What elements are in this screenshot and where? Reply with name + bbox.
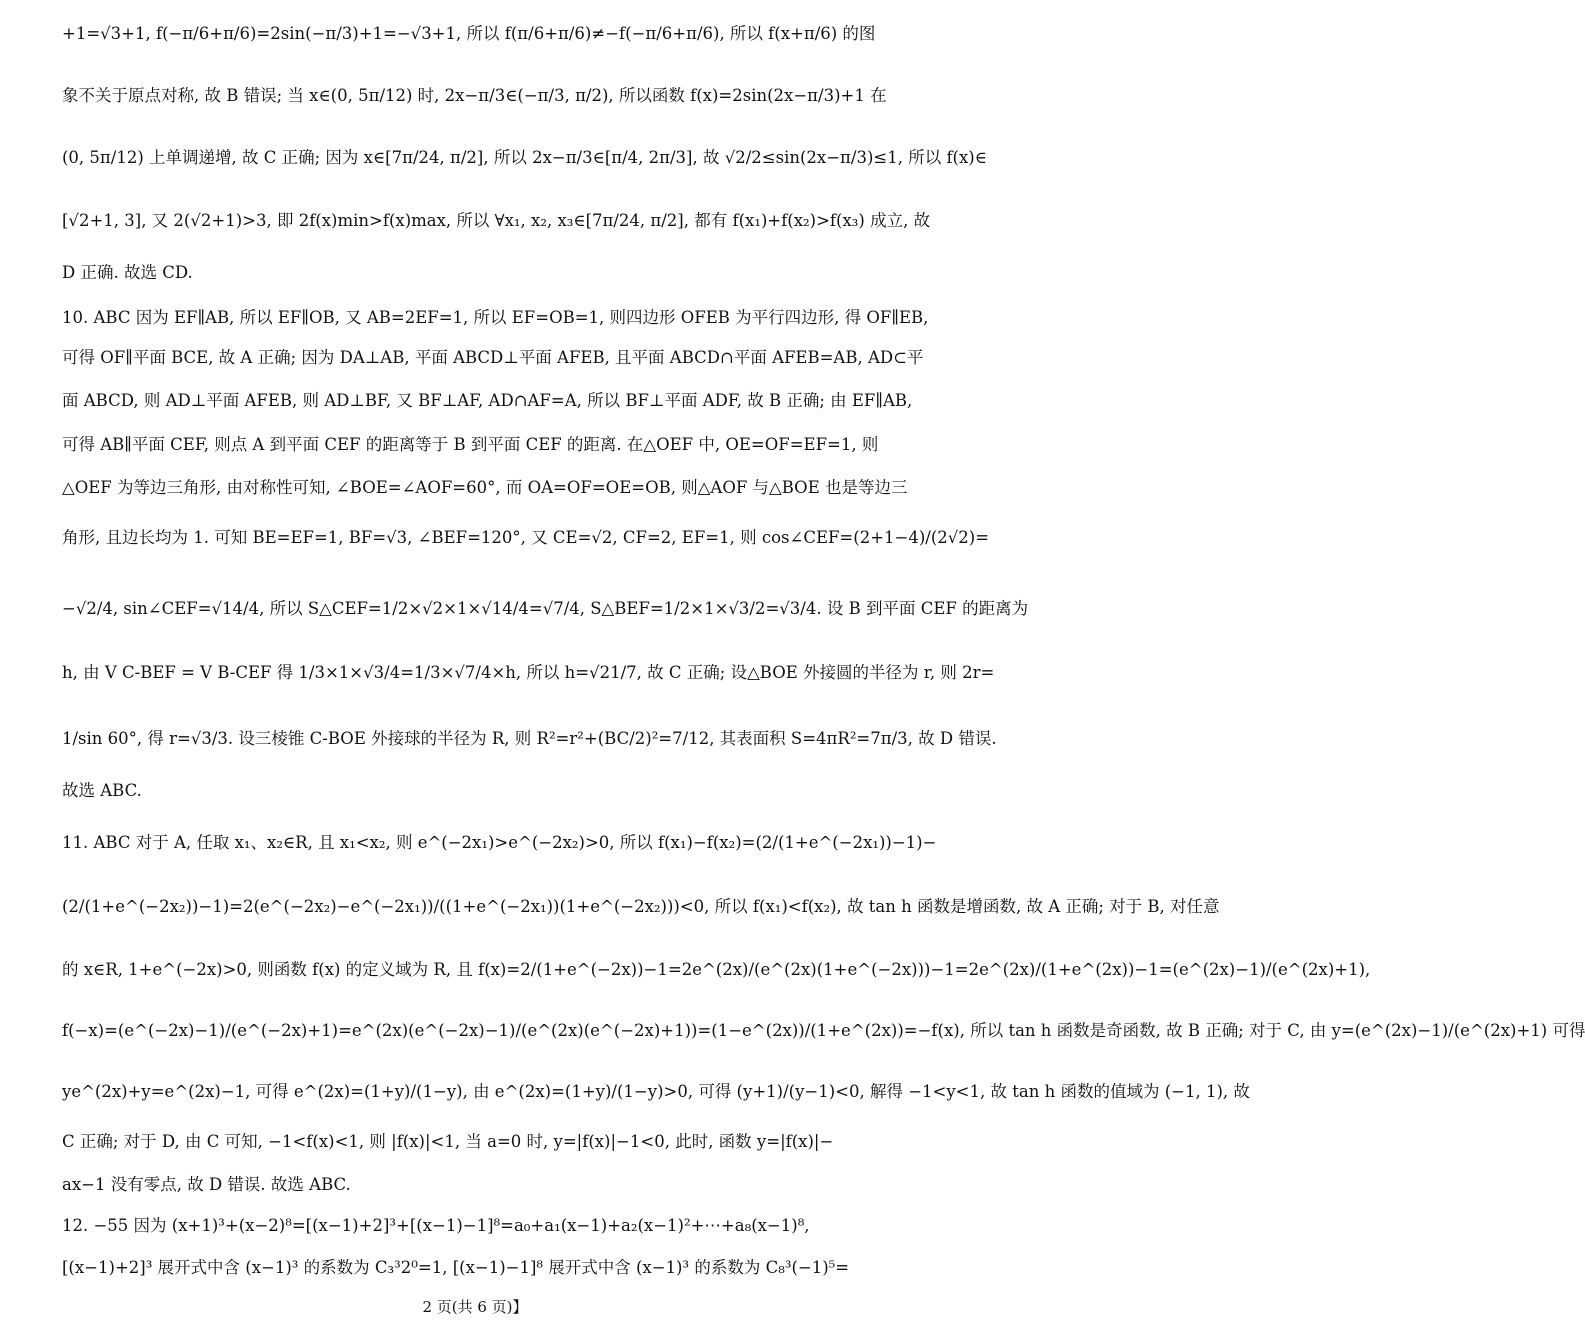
answer-11-line: 11. ABC 对于 A, 任取 x₁、x₂∈R, 且 x₁<x₂, 则 e^(−2x₁)>e^(−2x₂)>0, 所以 f(x₁)−f(x₂)=(2/(1+e^(−2x₁))−1)− — [62, 833, 937, 852]
text-line: 可得 OF∥平面 BCE, 故 A 正确; 因为 DA⊥AB, 平面 ABCD⊥平面 AFEB, 且平面 ABCD∩平面 AFEB=AB, AD⊂平 — [62, 348, 924, 367]
text-line: 象不关于原点对称, 故 B 错误; 当 x∈(0, 5π/12) 时, 2x−π/3∈(−π/3, π/2), 所以函数 f(x)=2sin(2x−π/3)+1 在 — [62, 86, 887, 105]
text-line: h, 由 V C-BEF = V B-CEF 得 1/3×1×√3/4=1/3×√7/4×h, 所以 h=√21/7, 故 C 正确; 设△BOE 外接圆的半径为 r, 则 2r= — [62, 663, 995, 682]
text-line: 可得 AB∥平面 CEF, 则点 A 到平面 CEF 的距离等于 B 到平面 CEF 的距离. 在△OEF 中, OE=OF=EF=1, 则 — [62, 435, 879, 454]
text-line: +1=√3+1, f(−π/6+π/6)=2sin(−π/3)+1=−√3+1, 所以 f(π/6+π/6)≠−f(−π/6+π/6), 所以 f(x+π/6) 的图 — [62, 24, 876, 43]
text-line: [(x−1)+2]³ 展开式中含 (x−1)³ 的系数为 C₃³2⁰=1, [(x−1)−1]⁸ 展开式中含 (x−1)³ 的系数为 C₈³(−1)⁵= — [62, 1258, 850, 1277]
page-footer: 2 页(共 6 页)】 — [422, 1298, 528, 1316]
text-line: (2/(1+e^(−2x₂))−1)=2(e^(−2x₂)−e^(−2x₁))/((1+e^(−2x₁))(1+e^(−2x₂)))<0, 所以 f(x₁)<f(x₂), 故 tan h 函数是增函数, 故 A 正确; 对于 B, 对任意 — [62, 897, 1220, 916]
text-line: △OEF 为等边三角形, 由对称性可知, ∠BOE=∠AOF=60°, 而 OA=OF=OE=OB, 则△AOF 与△BOE 也是等边三 — [62, 478, 908, 497]
text-line: −√2/4, sin∠CEF=√14/4, 所以 S△CEF=1/2×√2×1×√14/4=√7/4, S△BEF=1/2×1×√3/2=√3/4. 设 B 到平面 CEF 的距离为 — [62, 599, 1029, 618]
text-line: 1/sin 60°, 得 r=√3/3. 设三棱锥 C-BOE 外接球的半径为 R, 则 R²=r²+(BC/2)²=7/12, 其表面积 S=4πR²=7π/3, 故 D 错误. — [62, 729, 997, 748]
text-line: ax−1 没有零点, 故 D 错误. 故选 ABC. — [62, 1175, 351, 1194]
answer-10-line: 10. ABC 因为 EF∥AB, 所以 EF∥OB, 又 AB=2EF=1, 所以 EF=OB=1, 则四边形 OFEB 为平行四边形, 得 OF∥EB, — [62, 308, 929, 327]
text-line: 面 ABCD, 则 AD⊥平面 AFEB, 则 AD⊥BF, 又 BF⊥AF, AD∩AF=A, 所以 BF⊥平面 ADF, 故 B 正确; 由 EF∥AB, — [62, 391, 913, 410]
text-line: C 正确; 对于 D, 由 C 可知, −1<f(x)<1, 则 |f(x)|<1, 当 a=0 时, y=|f(x)|−1<0, 此时, 函数 y=|f(x)|− — [62, 1132, 834, 1151]
text-line: D 正确. 故选 CD. — [62, 263, 193, 282]
text-line: (0, 5π/12) 上单调递增, 故 C 正确; 因为 x∈[7π/24, π/2], 所以 2x−π/3∈[π/4, 2π/3], 故 √2/2≤sin(2x−π/3)≤1, 所以 f(x)∈ — [62, 148, 987, 167]
text-line: [√2+1, 3], 又 2(√2+1)>3, 即 2f(x)min>f(x)max, 所以 ∀x₁, x₂, x₃∈[7π/24, π/2], 都有 f(x₁)+f(x₂)>f(x₃) 成立, 故 — [62, 211, 931, 230]
text-line: 的 x∈R, 1+e^(−2x)>0, 则函数 f(x) 的定义域为 R, 且 f(x)=2/(1+e^(−2x))−1=2e^(2x)/(e^(2x)(1+e^(−2x)))−1=2e^(2x)/(1+e^(2x))−1=(e^(2x)−1)/(e^(2x)+1), — [62, 960, 1371, 979]
text-line: 故选 ABC. — [62, 781, 142, 800]
answer-12-line: 12. −55 因为 (x+1)³+(x−2)⁸=[(x−1)+2]³+[(x−1)−1]⁸=a₀+a₁(x−1)+a₂(x−1)²+⋯+a₈(x−1)⁸, — [62, 1216, 810, 1235]
text-line: f(−x)=(e^(−2x)−1)/(e^(−2x)+1)=e^(2x)(e^(−2x)−1)/(e^(2x)(e^(−2x)+1))=(1−e^(2x))/(1+e^(2x))=−f(x), 所以 tan h 函数是奇函数, 故 B 正确; 对于 C, 由 y=(e^(2x)−1)/(e^(2x)+1) 可得 — [62, 1021, 1585, 1040]
text-line: ye^(2x)+y=e^(2x)−1, 可得 e^(2x)=(1+y)/(1−y), 由 e^(2x)=(1+y)/(1−y)>0, 可得 (y+1)/(y−1)<0, 解得 −1<y<1, 故 tan h 函数的值域为 (−1, 1), 故 — [62, 1082, 1250, 1101]
text-line: 角形, 且边长均为 1. 可知 BE=EF=1, BF=√3, ∠BEF=120°, 又 CE=√2, CF=2, EF=1, 则 cos∠CEF=(2+1−4)/(2√2)= — [62, 528, 990, 547]
